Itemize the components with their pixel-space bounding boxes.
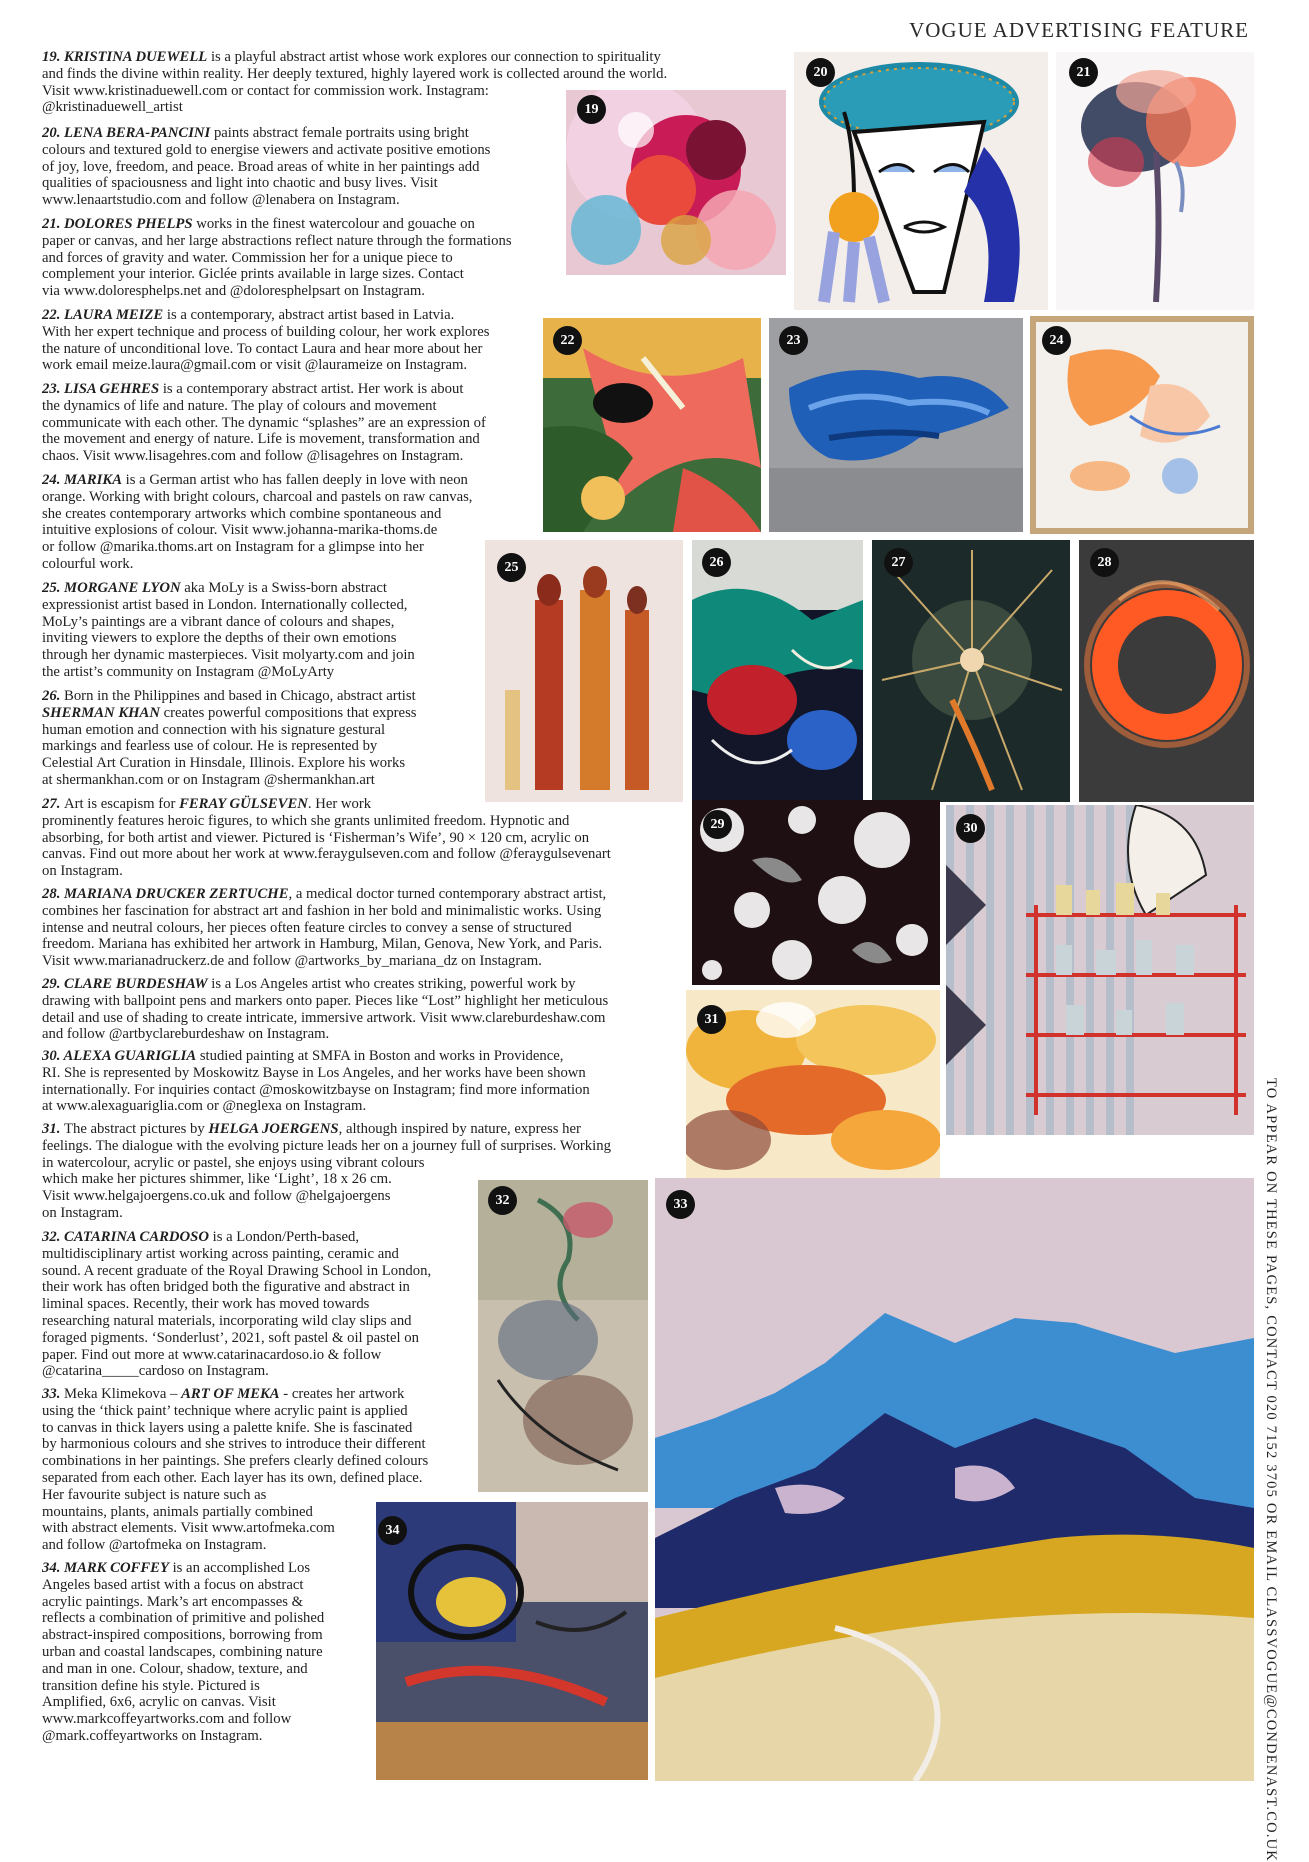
entry-line: or follow @marika.thoms.art on Instagram for a glimpse into her — [42, 539, 424, 556]
entry-text: is an accomplished Los — [168, 1560, 311, 1576]
entry-line: she creates contemporary artworks which combine spontaneous and — [42, 505, 442, 522]
entry-number: 28. — [42, 886, 65, 902]
entry-line: mountains, plants, animals partially combined — [42, 1503, 313, 1520]
entry-number: 34. — [42, 1560, 65, 1576]
entry-line: With her expert technique and process of building colour, her work explores — [42, 323, 490, 340]
entry-number: 32. — [42, 1229, 65, 1245]
entry-text: aka MoLy is a Swiss-born abstract — [180, 580, 387, 596]
artwork-30 — [946, 805, 1254, 1135]
entry-line: liminal spaces. Recently, their work has moved towards — [42, 1296, 370, 1313]
entry-text: is a German artist who has fallen deeply in love with neon — [122, 472, 468, 488]
entry-line: acrylic paintings. Mark’s art encompasses & — [42, 1593, 304, 1610]
artist-name: FERAY GÜLSEVEN — [179, 796, 308, 812]
entry-21 — [42, 216, 512, 300]
artist-name: LISA GEHRES — [64, 381, 160, 397]
entry-line: by harmonious colours and she strives to introduce their different — [42, 1436, 426, 1453]
entry-line: transition define his style. Pictured is — [42, 1677, 260, 1694]
entry-line: the nature of unconditional love. To contact Laura and hear more about her — [42, 340, 483, 357]
artwork-21 — [1056, 52, 1254, 310]
artist-name: CLARE BURDESHAW — [64, 976, 208, 992]
entry-number: 25. — [42, 580, 65, 596]
entry-line: reflects a combination of primitive and polished — [42, 1610, 325, 1627]
artwork-26 — [692, 540, 863, 802]
entry-line — [42, 381, 486, 398]
entry-line: MoLy’s paintings are a vibrant dance of colours and shapes, — [42, 613, 395, 630]
entry-line: canvas. Find out more about her work at www.feraygulseven.com and follow @feraygulsevenart — [42, 846, 611, 863]
artist-name: MORGANE LYON — [64, 580, 181, 596]
entry-line — [42, 216, 512, 233]
artwork-34 — [376, 1502, 648, 1780]
entry-number: 33. — [42, 1386, 65, 1402]
entry-text: paints abstract female portraits using bright — [210, 125, 469, 141]
entry-number: 27. — [42, 796, 65, 812]
badge-31: 31 — [697, 1005, 726, 1034]
artwork-23 — [769, 318, 1023, 532]
artist-name: ART OF MEKA — [181, 1386, 280, 1402]
entry-line: the artist’s community on Instagram @MoLyArty — [42, 663, 335, 680]
entry-line: at www.alexaguariglia.com or @neglexa on Instagram. — [42, 1098, 367, 1115]
badge-28: 28 — [1090, 548, 1119, 577]
entry-line: which make her pictures shimmer, like ‘Light’, 18 x 26 cm. — [42, 1171, 392, 1188]
entry-line: feelings. The dialogue with the evolving picture leads her on a journey full of surprises. Working — [42, 1137, 611, 1154]
entry-line — [42, 976, 608, 993]
entry-number: 24. — [42, 472, 65, 488]
entry-line: through her dynamic masterpieces. Visit molyarty.com and join — [42, 647, 415, 664]
entry-number: 23. — [42, 381, 65, 397]
entry-line: and forces of gravity and water. Commission her for a unique piece to — [42, 249, 453, 266]
artist-name: MARK COFFEY — [64, 1560, 169, 1576]
entry-line: using the ‘thick paint’ technique where acrylic paint is applied — [42, 1402, 408, 1419]
entry-line: foraged pigments. ‘Sonderlust’, 2021, soft pastel & oil pastel on — [42, 1329, 419, 1346]
entry-22 — [42, 307, 489, 374]
artist-name: LAURA MEIZE — [64, 307, 164, 323]
entry-number: 31. — [42, 1121, 65, 1137]
entry-line: and finds the divine within reality. Her deeply textured, highly layered work is collected around the world. — [42, 65, 668, 82]
artist-name: LENA BERA-PANCINI — [64, 125, 211, 141]
entry-line: Visit www.kristinaduewell.com or contact for commission work. Instagram: — [42, 82, 489, 99]
entry-line — [42, 1560, 324, 1577]
badge-34: 34 — [378, 1516, 407, 1545]
entry-line: on Instagram. — [42, 1204, 123, 1221]
entry-line: with abstract elements. Visit www.artofmeka.com — [42, 1520, 335, 1537]
entry-34 — [42, 1560, 324, 1745]
entry-line — [42, 1121, 611, 1138]
page-header: VOGUE ADVERTISING FEATURE — [909, 18, 1249, 42]
entry-line: www.lenaartstudio.com and follow @lenabera on Instagram. — [42, 192, 400, 209]
badge-32: 32 — [488, 1186, 517, 1215]
badge-29: 29 — [703, 810, 732, 839]
artist-name: SHERMAN KHAN — [42, 704, 160, 721]
entry-text: The abstract pictures by — [64, 1121, 209, 1137]
entry-number: 19. — [42, 49, 65, 65]
entry-line: markings and fearless use of colour. He is represented by — [42, 738, 378, 755]
entry-text: is a contemporary, abstract artist based in Latvia. — [163, 307, 455, 323]
artwork-33 — [655, 1178, 1254, 1781]
entry-25 — [42, 580, 415, 681]
entry-line — [42, 472, 472, 489]
entry-33 — [42, 1386, 428, 1554]
entry-line: colours and textured gold to energise viewers and activate positive emotions — [42, 141, 491, 158]
entry-number: 26. — [42, 688, 65, 704]
entry-line: internationally. For inquiries contact @moskowitzbayse on Instagram; find more information — [42, 1081, 590, 1098]
vertical-contact-note: TO APPEAR ON THESE PAGES, CONTACT 020 7152 3705 OR EMAIL CLASSVOGUE@CONDENAST.CO.UK — [1263, 1078, 1279, 1862]
badge-21: 21 — [1069, 58, 1098, 87]
entry-line — [42, 1229, 431, 1246]
entry-line: combinations in her paintings. She prefers clearly defined colours — [42, 1453, 429, 1470]
entry-28 — [42, 886, 606, 970]
artist-name: DOLORES PHELPS — [64, 216, 193, 232]
entry-line: on Instagram. — [42, 863, 123, 880]
entry-line: their work has often bridged both the figurative and abstract in — [42, 1279, 410, 1296]
entry-number: 21. — [42, 216, 65, 232]
badge-30: 30 — [956, 814, 985, 843]
entry-line: RI. She is represented by Moskowitz Bayse in Los Angeles, and her works have been shown — [42, 1064, 586, 1081]
badge-33: 33 — [666, 1190, 695, 1219]
entry-text: - creates her artwork — [279, 1386, 405, 1402]
badge-24: 24 — [1042, 326, 1071, 355]
entry-line — [42, 688, 417, 705]
entry-text: studied painting at SMFA in Boston and works in Providence, — [196, 1048, 564, 1064]
entry-line: and follow @artbyclareburdeshaw on Instagram. — [42, 1026, 330, 1043]
entry-line: Celestial Art Curation in Hinsdale, Illinois. Explore his works — [42, 755, 406, 772]
badge-22: 22 — [553, 326, 582, 355]
badge-26: 26 — [702, 548, 731, 577]
artist-name: CATARINA CARDOSO — [64, 1229, 209, 1245]
badge-19: 19 — [577, 95, 606, 124]
artwork-27 — [872, 540, 1070, 802]
entry-text: Born in the Philippines and based in Chicago, abstract artist — [64, 688, 416, 704]
entry-line: abstract-inspired compositions, borrowing from — [42, 1627, 323, 1644]
entry-line — [42, 886, 606, 903]
entry-line: paper. Find out more at www.catarinacardoso.io & follow — [42, 1346, 382, 1363]
entry-line: Her favourite subject is nature such as — [42, 1486, 267, 1503]
entry-line: colourful work. — [42, 555, 134, 572]
entry-line — [42, 1386, 428, 1403]
entry-line: multidisciplinary artist working across painting, ceramic and — [42, 1245, 399, 1262]
entry-line: absorbing, for both artist and viewer. Pictured is ‘Fisherman’s Wife’, 90 × 120 cm, acrylic on — [42, 829, 590, 846]
entry-text: Meka Klimekova – — [64, 1386, 182, 1402]
artwork-28 — [1079, 540, 1254, 802]
entry-line: intuitive explosions of colour. Visit www.johanna-marika-thoms.de — [42, 522, 438, 539]
entry-line: Amplified, 6x6, acrylic on canvas. Visit — [42, 1694, 276, 1711]
artist-name: KRISTINA DUEWELL — [64, 49, 208, 65]
entry-29 — [42, 976, 608, 1043]
entry-text: is a Los Angeles artist who creates striking, powerful work by — [207, 976, 576, 992]
entry-line: the movement and energy of nature. Life is movement, transformation and — [42, 431, 480, 448]
entry-line: Visit www.marianadruckerz.de and follow @artworks_by_mariana_dz on Instagram. — [42, 953, 542, 970]
entry-line: @catarina_____cardoso on Instagram. — [42, 1363, 269, 1380]
artwork-20 — [794, 52, 1048, 310]
entry-line: complement your interior. Giclée prints available in large sizes. Contact — [42, 266, 464, 283]
artist-name: MARIKA — [64, 472, 122, 488]
entry-line: and follow @artofmeka on Instagram. — [42, 1537, 267, 1554]
entry-line: intense and neutral colours, her pieces often feature circles to convey a sense of structured — [42, 919, 572, 936]
entry-line: expressionist artist based in London. Internationally collected, — [42, 596, 408, 613]
entry-line: the dynamics of life and nature. The play of colours and movement — [42, 397, 437, 414]
badge-25: 25 — [497, 553, 526, 582]
entry-line: separated from each other. Each layer has its own, defined place. — [42, 1469, 423, 1486]
artist-name: ALEXA GUARIGLIA — [63, 1048, 197, 1064]
entry-line: Angeles based artist with a focus on abstract — [42, 1576, 304, 1593]
entry-line — [42, 307, 489, 324]
entry-line: detail and use of shading to create intricate, immersive artwork. Visit www.clareburdeshaw.com — [42, 1009, 606, 1026]
entry-line: researching natural materials, incorporating wild clay slips and — [42, 1312, 412, 1329]
entry-line: freedom. Mariana has exhibited her artwork in Hamburg, Milan, Genova, New York, and Paris. — [42, 936, 603, 953]
entry-line: at shermankhan.com or on Instagram @shermankhan.art — [42, 771, 375, 788]
entry-line: work email meize.laura@gmail.com or visit @laurameize on Instagram. — [42, 357, 468, 374]
entry-line: to canvas in thick layers using a palette knife. She is fascinated — [42, 1419, 413, 1436]
entry-30 — [42, 1048, 590, 1115]
entry-text: is a London/Perth-based, — [208, 1229, 360, 1245]
entry-line: combines her fascination for abstract art and fashion in her bold and minimalistic works. Using — [42, 902, 602, 919]
entry-line: urban and coastal landscapes, combining nature — [42, 1643, 323, 1660]
entry-text: , although inspired by nature, express her — [338, 1121, 581, 1137]
entry-text: is a playful abstract artist whose work explores our connection to spirituality — [207, 49, 661, 65]
entry-line: inviting viewers to explore the depths of their own emotions — [42, 630, 397, 647]
entry-26 — [42, 688, 417, 789]
entry-number: 20. — [42, 125, 65, 141]
entry-line: @kristinaduewell_artist — [42, 99, 183, 116]
artwork-32 — [478, 1180, 648, 1492]
entry-line: www.markcoffeyartworks.com and follow — [42, 1711, 292, 1728]
entry-line: via www.doloresphelps.net and @doloresphelpsart on Instagram. — [42, 283, 425, 300]
entry-line: chaos. Visit www.lisagehres.com and follow @lisagehres on Instagram. — [42, 448, 464, 465]
entry-text: . Her work — [307, 796, 372, 812]
entry-number: 30. — [42, 1048, 64, 1064]
entry-line: orange. Working with bright colours, charcoal and pastels on raw canvas, — [42, 488, 473, 505]
badge-23: 23 — [779, 326, 808, 355]
entry-line — [42, 580, 415, 597]
entry-line — [42, 125, 490, 142]
artist-name: HELGA JOERGENS — [208, 1121, 339, 1137]
entry-line: of joy, love, freedom, and peace. Broad areas of white in her paintings add — [42, 158, 480, 175]
entry-number: 29. — [42, 976, 65, 992]
entry-line — [42, 1048, 590, 1065]
entry-text: Art is escapism for — [64, 796, 180, 812]
entry-line: Visit www.helgajoergens.co.uk and follow @helgajoergens — [42, 1188, 391, 1205]
entry-text: is a contemporary abstract artist. Her work is about — [159, 381, 464, 397]
entry-line: in watercolour, acrylic or pastel, she enjoys using vibrant colours — [42, 1154, 425, 1171]
entry-20 — [42, 125, 490, 209]
entry-27 — [42, 796, 611, 880]
entry-line: paper or canvas, and her large abstractions reflect nature through the formations — [42, 232, 512, 249]
entry-line — [42, 49, 667, 66]
entry-23 — [42, 381, 486, 465]
entry-line — [42, 705, 417, 722]
entry-line: drawing with ballpoint pens and markers onto paper. Pieces like “Lost” highlight her meticulous — [42, 992, 609, 1009]
entry-line: sound. A recent graduate of the Royal Drawing School in London, — [42, 1262, 432, 1279]
entry-text: creates powerful compositions that express — [159, 704, 417, 721]
artist-name: MARIANA DRUCKER ZERTUCHE — [64, 886, 289, 902]
entry-number: 22. — [42, 307, 65, 323]
badge-20: 20 — [806, 58, 835, 87]
entry-line: communicate with each other. The dynamic “splashes” are an expression of — [42, 414, 486, 431]
entry-text: works in the finest watercolour and gouache on — [192, 216, 475, 232]
entry-text: , a medical doctor turned contemporary abstract artist, — [288, 886, 607, 902]
entry-32 — [42, 1229, 431, 1380]
entry-24 — [42, 472, 472, 573]
entry-line: human emotion and connection with his signature gestural — [42, 721, 386, 738]
entry-line: and man in one. Colour, shadow, texture, and — [42, 1660, 308, 1677]
entry-line: @mark.coffeyartworks on Instagram. — [42, 1727, 263, 1744]
badge-27: 27 — [884, 548, 913, 577]
entry-line: prominently features heroic figures, to which she grants unlimited freedom. Hypnotic and — [42, 812, 570, 829]
entry-line: qualities of spaciousness and light into chaotic and busy lives. Visit — [42, 175, 438, 192]
